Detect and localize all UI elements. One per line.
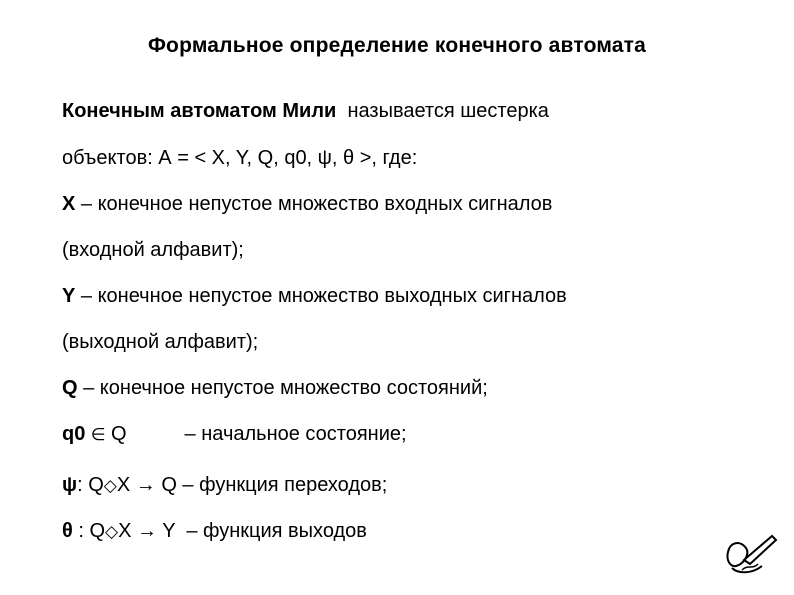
item-x-continuation: (входной алфавит); bbox=[62, 239, 244, 261]
item-theta-text: – функция выходов bbox=[175, 520, 367, 542]
item-y-text: – конечное непустое множество выходных сигналов bbox=[75, 285, 567, 307]
item-q0 bbox=[62, 423, 407, 446]
arrow-right-icon: → bbox=[130, 474, 162, 496]
symbol-q0: q0 bbox=[62, 423, 86, 445]
item-theta bbox=[62, 520, 367, 543]
definition-term: Конечным автоматом Мили bbox=[62, 100, 337, 122]
item-q0-text: – начальное состояние; bbox=[184, 423, 407, 445]
item-x-text: – конечное непустое множество входных сигналов bbox=[75, 193, 553, 215]
definition-line-2: объектов: А = < X, Y, Q, q0, ψ, θ >, где: bbox=[62, 147, 418, 169]
symbol-q: Q bbox=[62, 377, 78, 399]
writing-hand-icon bbox=[722, 530, 780, 578]
definition-text: называется шестерка bbox=[336, 100, 549, 122]
psi-colon: : bbox=[77, 474, 89, 496]
item-q-text: – конечное непустое множество состояний; bbox=[77, 377, 488, 399]
item-y bbox=[62, 285, 567, 308]
slide-title: Формальное определение конечного автомата bbox=[147, 34, 647, 57]
psi-x: X bbox=[116, 474, 131, 496]
symbol-theta: θ bbox=[62, 520, 73, 542]
definition-line-1 bbox=[62, 100, 549, 123]
item-psi bbox=[62, 474, 387, 497]
item-y-continuation: (выходной алфавит); bbox=[62, 331, 259, 353]
theta-range: Y bbox=[162, 520, 176, 542]
theta-x: X bbox=[118, 520, 132, 542]
item-q bbox=[62, 377, 488, 400]
element-of-icon: ∈ bbox=[85, 425, 111, 445]
psi-domain: Q bbox=[88, 474, 104, 496]
symbol-psi: ψ bbox=[62, 474, 78, 496]
symbol-y: Y bbox=[62, 285, 76, 307]
item-x bbox=[62, 193, 552, 216]
set-q: Q bbox=[110, 423, 127, 445]
diamond-icon: ◇ bbox=[105, 522, 119, 542]
theta-domain: Q bbox=[89, 520, 106, 542]
theta-colon: : bbox=[72, 520, 90, 542]
item-psi-text: – функция переходов; bbox=[176, 474, 388, 496]
psi-range: Q bbox=[161, 474, 177, 496]
arrow-right-icon: → bbox=[131, 520, 163, 542]
diamond-icon: ◇ bbox=[103, 476, 117, 496]
symbol-x: X bbox=[62, 193, 76, 215]
